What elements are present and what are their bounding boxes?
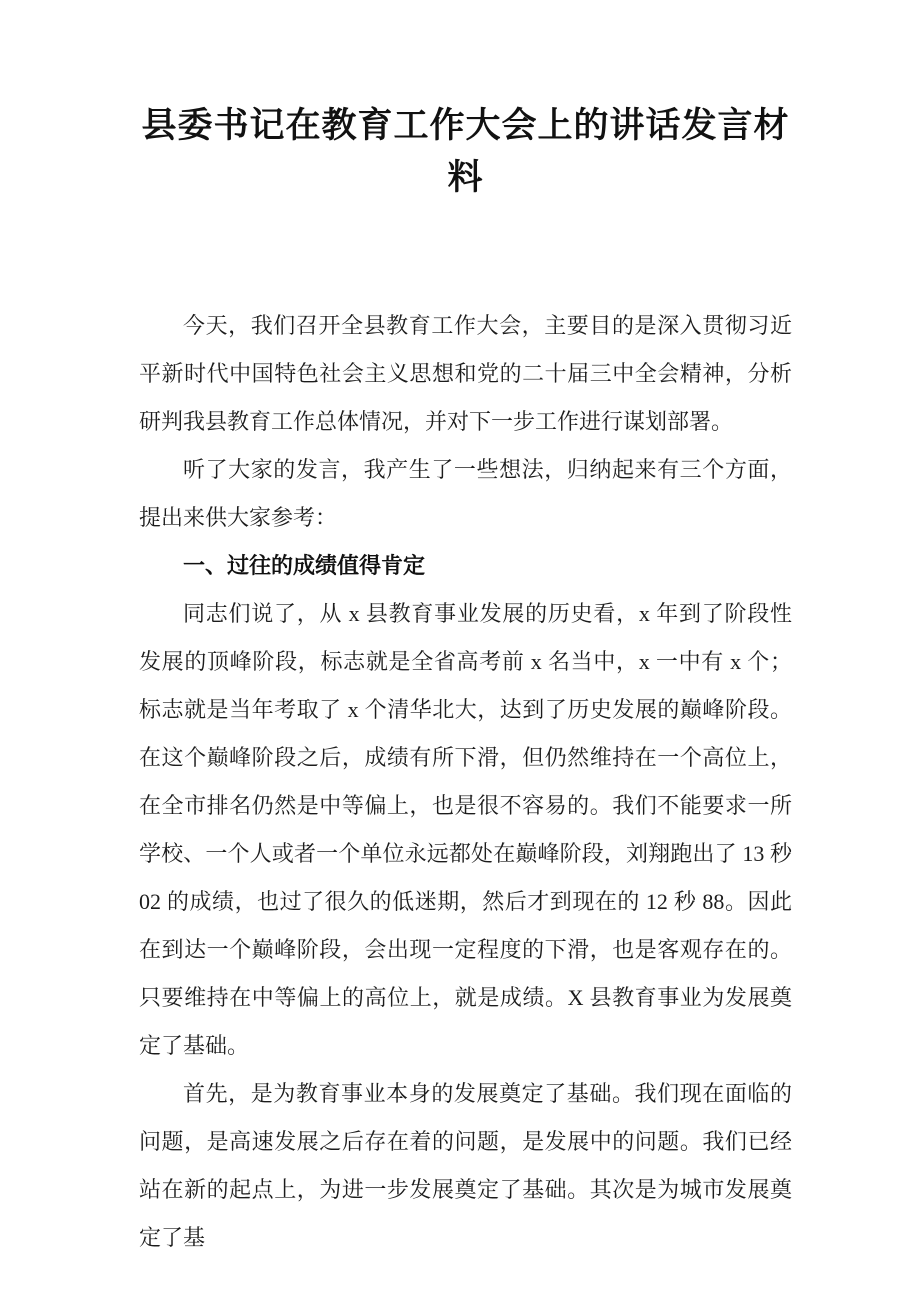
paragraph-intro: 今天，我们召开全县教育工作大会，主要目的是深入贯彻习近平新时代中国特色社会主义思想和党的二十届三中全会精神，分析研判我县教育工作总体情况，并对下一步工作进行谋划部署。	[139, 313, 792, 434]
paragraph-section1-body-2: 首先，是为教育事业本身的发展奠定了基础。我们现在面临的问题，是高速发展之后存在着的问题，是发展中的问题。我们已经站在新的起点上，为进一步发展奠定了基础。其次是为城市发展奠定了基	[139, 1081, 792, 1250]
paragraph-section1-body: 同志们说了，从 x 县教育事业发展的历史看，x 年到了阶段性发展的顶峰阶段，标志就是全省高考前 x 名当中，x 一中有 x 个；标志就是当年考取了 x 个清华北大，达到了历史发展的巅峰阶段。在这个巅峰阶段之后，成绩有所下滑，但仍然维持在一个高位上，在全市排名仍然是中等偏上，也是很不容易的。我们不能要求一所学校、一个人或者一个单位永远都处在巅峰阶段，刘翔跑出了 13 秒 02 的成绩，也过了很久的低迷期，然后才到现在的 12 秒 88。因此在到达一个巅峰阶段，会出现一定程度的下滑，也是客观存在的。只要维持在中等偏上的高位上，就是成绩。X 县教育事业为发展奠定了基础。	[139, 601, 792, 1058]
document-title: 县委书记在教育工作大会上的讲话发言材料	[141, 106, 790, 197]
document-body	[139, 302, 792, 1262]
section-heading-1: 一、过往的成绩值得肯定	[183, 553, 426, 578]
paragraph-lead-in: 听了大家的发言，我产生了一些想法，归纳起来有三个方面，提出来供大家参考：	[139, 457, 792, 530]
